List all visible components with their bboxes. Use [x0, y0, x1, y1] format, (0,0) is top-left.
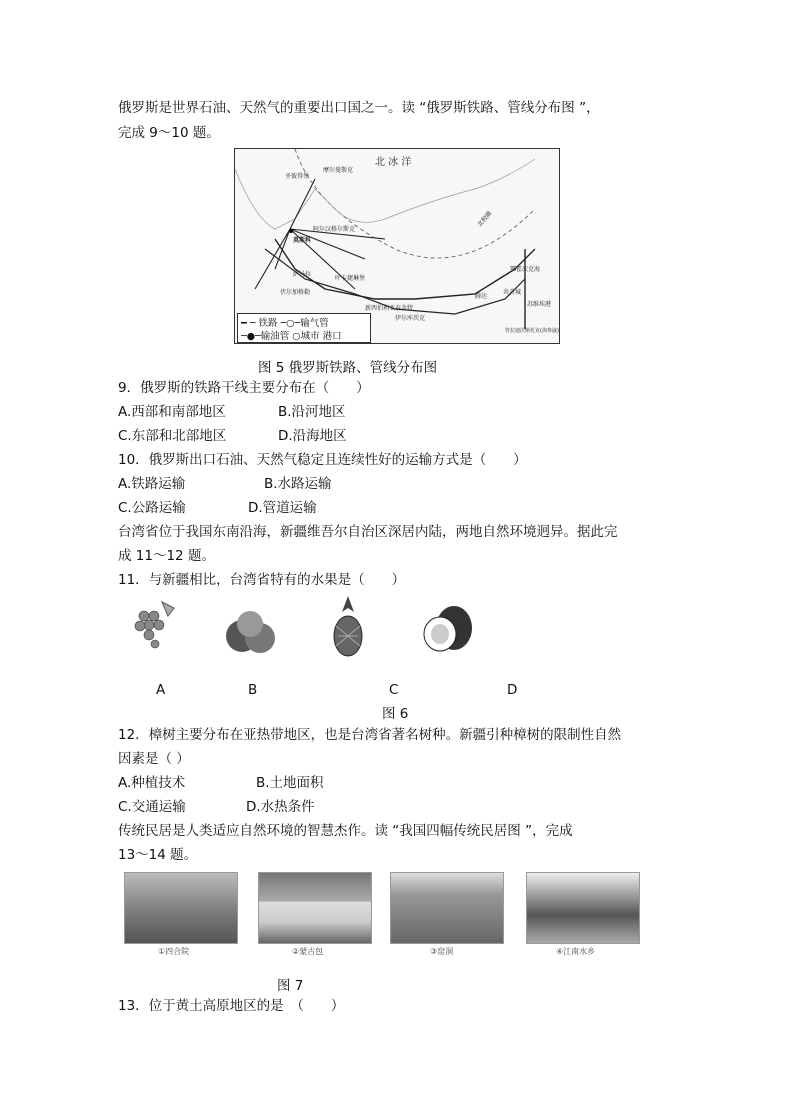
option-d: D.沿海地区	[278, 428, 347, 444]
city-label: 摩尔曼斯克	[323, 167, 354, 174]
photo-caption: ③窑洞	[430, 947, 454, 956]
legend-city: 城市	[300, 331, 320, 342]
option-a: A.铁路运输	[118, 476, 186, 492]
city-label: 共青城	[503, 289, 522, 296]
option-b: B.沿河地区	[278, 404, 346, 420]
figure-label: B	[248, 682, 258, 698]
question-11: 11．与新疆相比，台湾省特有的水果是（ ）	[118, 572, 406, 588]
cave-dwelling-photo	[390, 872, 504, 944]
question-9: 9．俄罗斯的铁路干线主要分布在（ ）	[118, 380, 370, 396]
question-12: 12．樟树主要分布在亚热带地区，也是台湾省著名树种。新疆引种樟树的限制性自然	[118, 727, 622, 743]
legend-oil: 输油管	[260, 331, 290, 342]
siheyuan-photo	[124, 872, 238, 944]
yurt-photo	[258, 872, 372, 944]
question-10: 10．俄罗斯出口石油、天然气稳定且连续性好的运输方式是（ ）	[118, 452, 527, 468]
intro-text: 俄罗斯是世界石油、天然气的重要出口国之一。读 “俄罗斯铁路、管线分布图 ”，	[118, 100, 600, 116]
legend-railway: 铁路	[258, 318, 278, 329]
photo-caption: ④江南水乡	[556, 947, 596, 956]
legend-gas: 输气管	[300, 318, 329, 329]
figure-label: A	[156, 682, 166, 698]
option-a: A.西部和南部地区	[118, 404, 226, 420]
figure-label: D	[507, 682, 518, 698]
city-label: 伊尔库茨克	[395, 315, 426, 322]
option-c: C.交通运输	[118, 799, 186, 815]
city-label: 阿尔汉格尔斯克	[313, 226, 356, 233]
option-d: D.管道运输	[248, 500, 317, 516]
option-a: A.种植技术	[118, 775, 186, 791]
question-12: 因素是（ ）	[118, 751, 190, 767]
pineapple-icon	[330, 596, 366, 658]
sea-label: 鄂霍次克海	[510, 266, 541, 273]
figure-label: C	[389, 682, 399, 698]
photo-caption: ①四合院	[158, 947, 190, 956]
city-label: 符拉迪沃斯托克(海参崴)	[505, 328, 559, 334]
city-label: 莫斯科	[293, 237, 312, 244]
figure-caption: 图 7	[277, 978, 304, 994]
legend-port: 港口	[322, 331, 342, 342]
option-b: B.土地面积	[256, 775, 324, 791]
city-label: 苏维埃港	[527, 301, 552, 308]
intro-text: 台湾省位于我国东南沿海，新疆维吾尔自治区深居内陆，两地自然环境迥异。据此完	[118, 524, 618, 540]
city-label: 腾达	[475, 293, 488, 300]
option-d: D.水热条件	[246, 799, 315, 815]
intro-text: 传统民居是人类适应自然环境的智慧杰作。读 “我国四幅传统民居图 ”，完成	[118, 823, 573, 839]
city-label: 泰舍特	[395, 305, 414, 312]
city-label: 新西伯利亚	[365, 305, 396, 312]
water-town-photo	[526, 872, 640, 944]
ocean-label: 北 冰 洋	[375, 157, 412, 168]
map-legend: ━ ─ 铁路 ─○─输气管 ─●─输油管 ○城市 港口	[237, 313, 371, 343]
option-c: C.公路运输	[118, 500, 186, 516]
city-label: 萨马拉	[293, 271, 312, 278]
question-13: 13．位于黄土高原地区的是 （ ）	[118, 998, 345, 1014]
russia-railway-pipeline-map	[234, 148, 560, 344]
arctic-circle-label: 北极圈	[476, 209, 494, 229]
option-b: B.水路运输	[264, 476, 332, 492]
fig-icon	[418, 604, 476, 654]
figure-caption: 图 5 俄罗斯铁路、管线分布图	[258, 360, 438, 376]
photo-caption: ②蒙古包	[292, 947, 324, 956]
option-c: C.东部和北部地区	[118, 428, 227, 444]
intro-text: 完成 9～10 题。	[118, 125, 220, 141]
figure-caption: 图 6	[382, 706, 409, 722]
apple-icon	[220, 608, 280, 658]
city-label: 叶卡捷琳堡	[335, 275, 366, 282]
intro-text: 13～14 题。	[118, 847, 198, 863]
intro-text: 成 11～12 题。	[118, 548, 215, 564]
city-label: 伏尔加格勒	[280, 289, 311, 296]
grapes-icon	[122, 598, 182, 656]
city-label: 圣彼得堡	[285, 173, 310, 180]
